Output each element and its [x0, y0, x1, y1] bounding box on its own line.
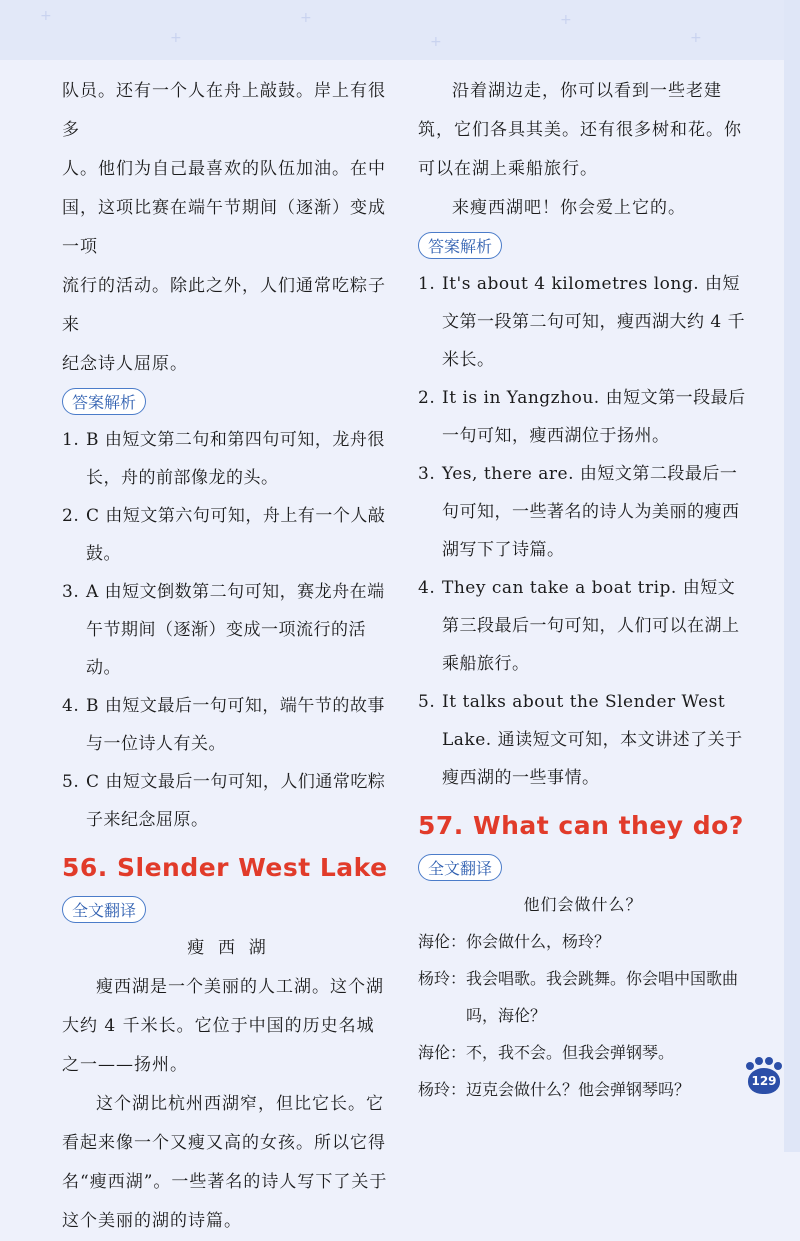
answer-item	[418, 569, 748, 683]
full-translation-tag: 全文翻译	[62, 896, 146, 923]
dialog-speech: 我会唱歌。我会跳舞。你会唱中国歌曲吗，海伦？	[466, 969, 739, 1025]
answer-number: 5.	[62, 772, 80, 792]
answer-number: 3.	[418, 464, 436, 484]
answer-number: 4.	[62, 696, 80, 716]
answer-text: It's about 4 kilometres long. 由短文第一段第二句可知，瘦西湖大约 4 千米长。	[442, 274, 746, 370]
dialog-speaker: 杨玲：	[418, 969, 467, 988]
answer-item	[418, 379, 748, 455]
page-number: 129	[751, 1074, 777, 1088]
answer-text: B 由短文最后一句可知，端午节的故事与一位诗人有关。	[86, 696, 385, 754]
dialog-title: 他们会做什么？	[523, 895, 643, 914]
dialog-line	[418, 923, 748, 960]
plus-decoration-icon: +	[300, 10, 312, 26]
answer-analysis-tag: 答案解析	[62, 388, 146, 415]
answer-text: They can take a boat trip. 由短文第三段最后一句可知，人们可以在湖上乘船旅行。	[442, 578, 740, 674]
answer-item	[62, 687, 392, 763]
article-paragraph: 瘦西湖是一个美丽的人工湖。这个湖大约 4 千米长。它位于中国的历史名城之一——扬州。	[62, 977, 384, 1075]
page-edge-strip	[784, 0, 800, 1152]
left-column	[62, 72, 392, 1241]
answer-number: 1.	[62, 430, 80, 450]
answer-text: A 由短文倒数第二句可知，赛龙舟在端午节期间（逐渐）变成一项流行的活动。	[86, 582, 385, 678]
dialog-line	[418, 960, 748, 1034]
plus-decoration-icon: +	[170, 30, 182, 46]
dialog-speaker: 海伦：	[418, 1043, 467, 1062]
story-paragraph-line: 国，这项比赛在端午节期间（逐渐）变成一项	[62, 198, 386, 257]
answer-item	[62, 763, 392, 839]
story-paragraph-line: 人。他们为自己最喜欢的队伍加油。在中	[62, 159, 386, 179]
dialog-speech: 迈克会做什么？他会弹钢琴吗？	[466, 1080, 691, 1099]
full-translation-tag: 全文翻译	[418, 854, 502, 881]
story-paragraph-line: 纪念诗人屈原。	[62, 354, 188, 374]
answer-item	[418, 683, 748, 797]
answer-number: 1.	[418, 274, 436, 294]
dialog-speaker: 杨玲：	[418, 1080, 467, 1099]
article-title: 瘦 西 湖	[187, 938, 267, 958]
dialog-speech: 你会做什么，杨玲？	[466, 932, 611, 951]
answer-number: 5.	[418, 692, 436, 712]
article-paragraph: 这个湖比杭州西湖窄，但比它长。它看起来像一个又瘦又高的女孩。所以它得名“瘦西湖”。一些著名的诗人写下了关于这个美丽的湖的诗篇。	[62, 1094, 388, 1231]
right-column	[418, 72, 748, 1108]
plus-decoration-icon: +	[690, 30, 702, 46]
section-title: 57. What can they do?	[418, 811, 744, 840]
page-number-badge	[744, 1056, 784, 1096]
answer-text: Yes, there are. 由短文第二段最后一句可知，一些著名的诗人为美丽的瘦西湖写下了诗篇。	[442, 464, 740, 560]
top-decorative-band	[0, 0, 800, 60]
plus-decoration-icon: +	[430, 34, 442, 50]
answer-text: C 由短文最后一句可知，人们通常吃粽子来纪念屈原。	[86, 772, 386, 830]
dialog-speech: 不，我不会。但我会弹钢琴。	[466, 1043, 675, 1062]
answer-item	[418, 455, 748, 569]
dialog-line	[418, 1034, 748, 1071]
answer-text: It talks about the Slender West Lake. 通读短文可知，本文讲述了关于瘦西湖的一些事情。	[442, 692, 743, 788]
article-paragraph: 来瘦西湖吧！你会爱上它的。	[452, 198, 686, 218]
section-title: 56. Slender West Lake	[62, 853, 388, 882]
story-paragraph-line: 流行的活动。除此之外，人们通常吃粽子来	[62, 276, 386, 335]
answer-item	[62, 421, 392, 497]
paw-toe-icon	[774, 1062, 782, 1070]
answer-number: 3.	[62, 582, 80, 602]
paw-toe-icon	[746, 1062, 754, 1070]
answer-analysis-tag: 答案解析	[418, 232, 502, 259]
dialog-speaker: 海伦：	[418, 932, 467, 951]
paw-toe-icon	[755, 1057, 763, 1065]
answer-text: B 由短文第二句和第四句可知，龙舟很长，舟的前部像龙的头。	[86, 430, 385, 488]
answer-text: C 由短文第六句可知，舟上有一个人敲鼓。	[86, 506, 386, 564]
story-paragraph-line: 队员。还有一个人在舟上敲鼓。岸上有很多	[62, 81, 386, 140]
plus-decoration-icon: +	[560, 12, 572, 28]
answer-number: 2.	[418, 388, 436, 408]
answer-item	[418, 265, 748, 379]
answer-text: It is in Yangzhou. 由短文第一段最后一句可知，瘦西湖位于扬州。	[442, 388, 746, 446]
plus-decoration-icon: +	[40, 8, 52, 24]
answer-item	[62, 573, 392, 687]
article-paragraph: 沿着湖边走，你可以看到一些老建筑，它们各具其美。还有很多树和花。你可以在湖上乘船旅行。	[418, 81, 742, 179]
answer-item	[62, 497, 392, 573]
dialog-line	[418, 1071, 748, 1108]
answer-number: 2.	[62, 506, 80, 526]
answer-number: 4.	[418, 578, 436, 598]
paw-toe-icon	[765, 1057, 773, 1065]
